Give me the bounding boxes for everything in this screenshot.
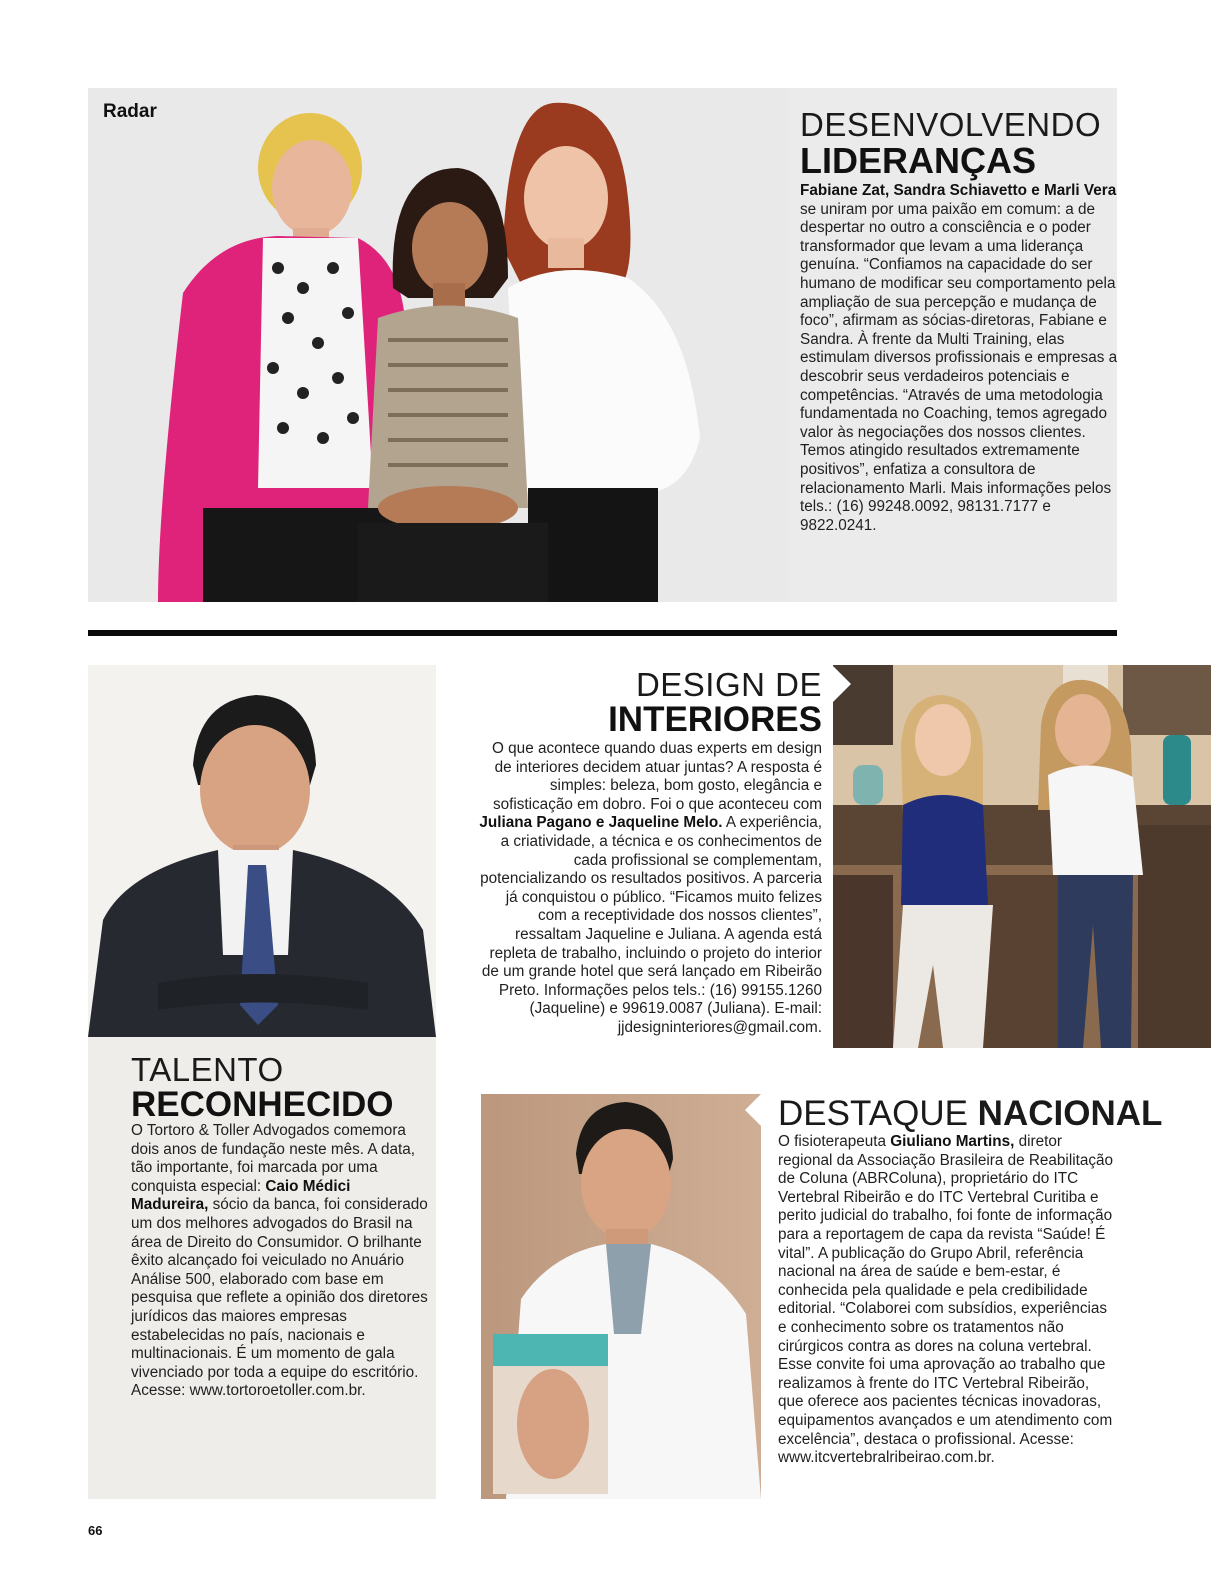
design-title-bold: INTERIORES [608,700,822,739]
destaque-body [778,1133,1118,1468]
design-text-2: A experiência, a criatividade, a técnica e os conhecimentos de cada profissional se complementam, potencializando os resultados positivos. A parceria já conquistou o público. “Ficamos muito felizes com a receptividade dos nossos clientes”, ressaltam Jaqueline e Juliana. A agenda está repleta de trabalho, incluindo o projeto do interior de um grande hotel que será lançado em Ribeirão Preto. Informações pelos tels.: (16) 99155.1260 (Jaqueline) e 99619.0087 (Juliana). E-mail: jjdesigninteriores@gmail.com. [480,814,822,1036]
section-divider [88,630,1117,636]
talento-article [131,1053,431,1401]
destaque-photo [481,1094,761,1499]
section-label: Radar [103,101,157,122]
destaque-title-bold: NACIONAL [977,1094,1163,1133]
talento-name: Caio Médici Madureira, [131,1177,351,1214]
liderancas-title-bold: LIDERANÇAS [800,140,1037,181]
liderancas-body [800,182,1118,535]
destaque-pointer-arrow [745,1094,761,1126]
destaque-name: Giuliano Martins, [890,1133,1015,1150]
liderancas-article [800,108,1118,535]
destaque-text-1: O fisioterapeuta [778,1133,891,1150]
design-body [478,740,822,1038]
design-title-light: DESIGN DE [635,666,822,703]
page-number: 66 [88,1523,103,1538]
design-names: Juliana Pagano e Jaqueline Melo. [479,814,723,832]
design-article [478,668,822,1038]
liderancas-text: se uniram por uma paixão em comum: a de despertar no outro a consciência e o poder transformador que levam a uma liderança genuína. “Confiamos na capacidade do ser humano de modificar seu comportamento pela ampliação de sua percepção e mudança de foco”, afirmam as sócias-diretoras, Fabiane e Sandra. À frente da Multi Training, elas estimulam diversos profissionais e empresas a descobrir seus verdadeiros potenciais e competências. “Através de uma metodologia fundamentada no Coaching, temos agregado valor às negociações dos nossos clientes. Temos atingido resultados extremamente positivos”, enfatiza a consultora de relacionamento Marli. Mais informações pelos tels.: (16) 99248.0092, 98131.7177 e 9822.0241. [800,200,1118,534]
talento-photo [88,665,436,1037]
destaque-title-light: DESTAQUE [778,1094,968,1133]
talento-body [131,1122,431,1401]
talento-title-bold: RECONHECIDO [131,1085,394,1124]
liderancas-title-light: DESENVOLVENDO [800,106,1102,143]
destaque-title [778,1094,1163,1133]
design-text-1: O que acontece quando duas experts em design de interiores decidem atuar juntas? A resposta é simples: beleza, bom gosto, elegância e sofisticação em dobro. Foi o que aconteceu com [492,740,822,813]
talento-title-light: TALENTO [131,1051,284,1088]
liderancas-photo [88,88,788,602]
destaque-text-2: diretor regional da Associação Brasileira de Reabilitação de Coluna (ABRColuna), proprietário do ITC Vertebral Ribeirão e do ITC Vertebral Curitiba e perito judicial do trabalho, foi fonte de informação para a reportagem de capa da revista “Saúde! É vital”. A publicação do Grupo Abril, referência nacional na área de saúde e bem-estar, é conhecida pela qualidade e pela credibilidade editorial. “Colaborei com subsídios, experiências e conhecimento sobre os tratamentos não cirúrgicos contra as dores na coluna vertebral. Esse convite foi uma aprovação ao trabalho que realizamos à frente do ITC Vertebral Ribeirão, que oferece aos pacientes técnicas inovadoras, equipamentos avançados e um atendimento com excelência”, destaca o profissional. Acesse: www.itcvertebralribeirao.com.br. [778,1133,1114,1467]
design-photo [833,665,1211,1048]
destaque-article [778,1094,1163,1468]
liderancas-lead: Fabiane Zat, Sandra Schiavetto e Marli Vera [800,182,1117,199]
talento-text-2: sócio da banca, foi considerado um dos melhores advogados do Brasil na área de Direito do Consumidor. O brilhante êxito alcançado foi veiculado no Anuário Análise 500, elaborado com base em pesquisa que reflete a opinião dos diretores jurídicos das maiores empresas estabelecidas no país, nacionais e multinacionais. É um momento de gala vivenciado por toda a equipe do escritório. Acesse: www.tortoroetoller.com.br. [131,1196,428,1400]
design-pointer-arrow [833,666,851,702]
talento-text-1: O Tortoro & Toller Advogados comemora dois anos de fundação neste mês. A data, tão importante, foi marcada por uma conquista especial: [131,1122,416,1195]
